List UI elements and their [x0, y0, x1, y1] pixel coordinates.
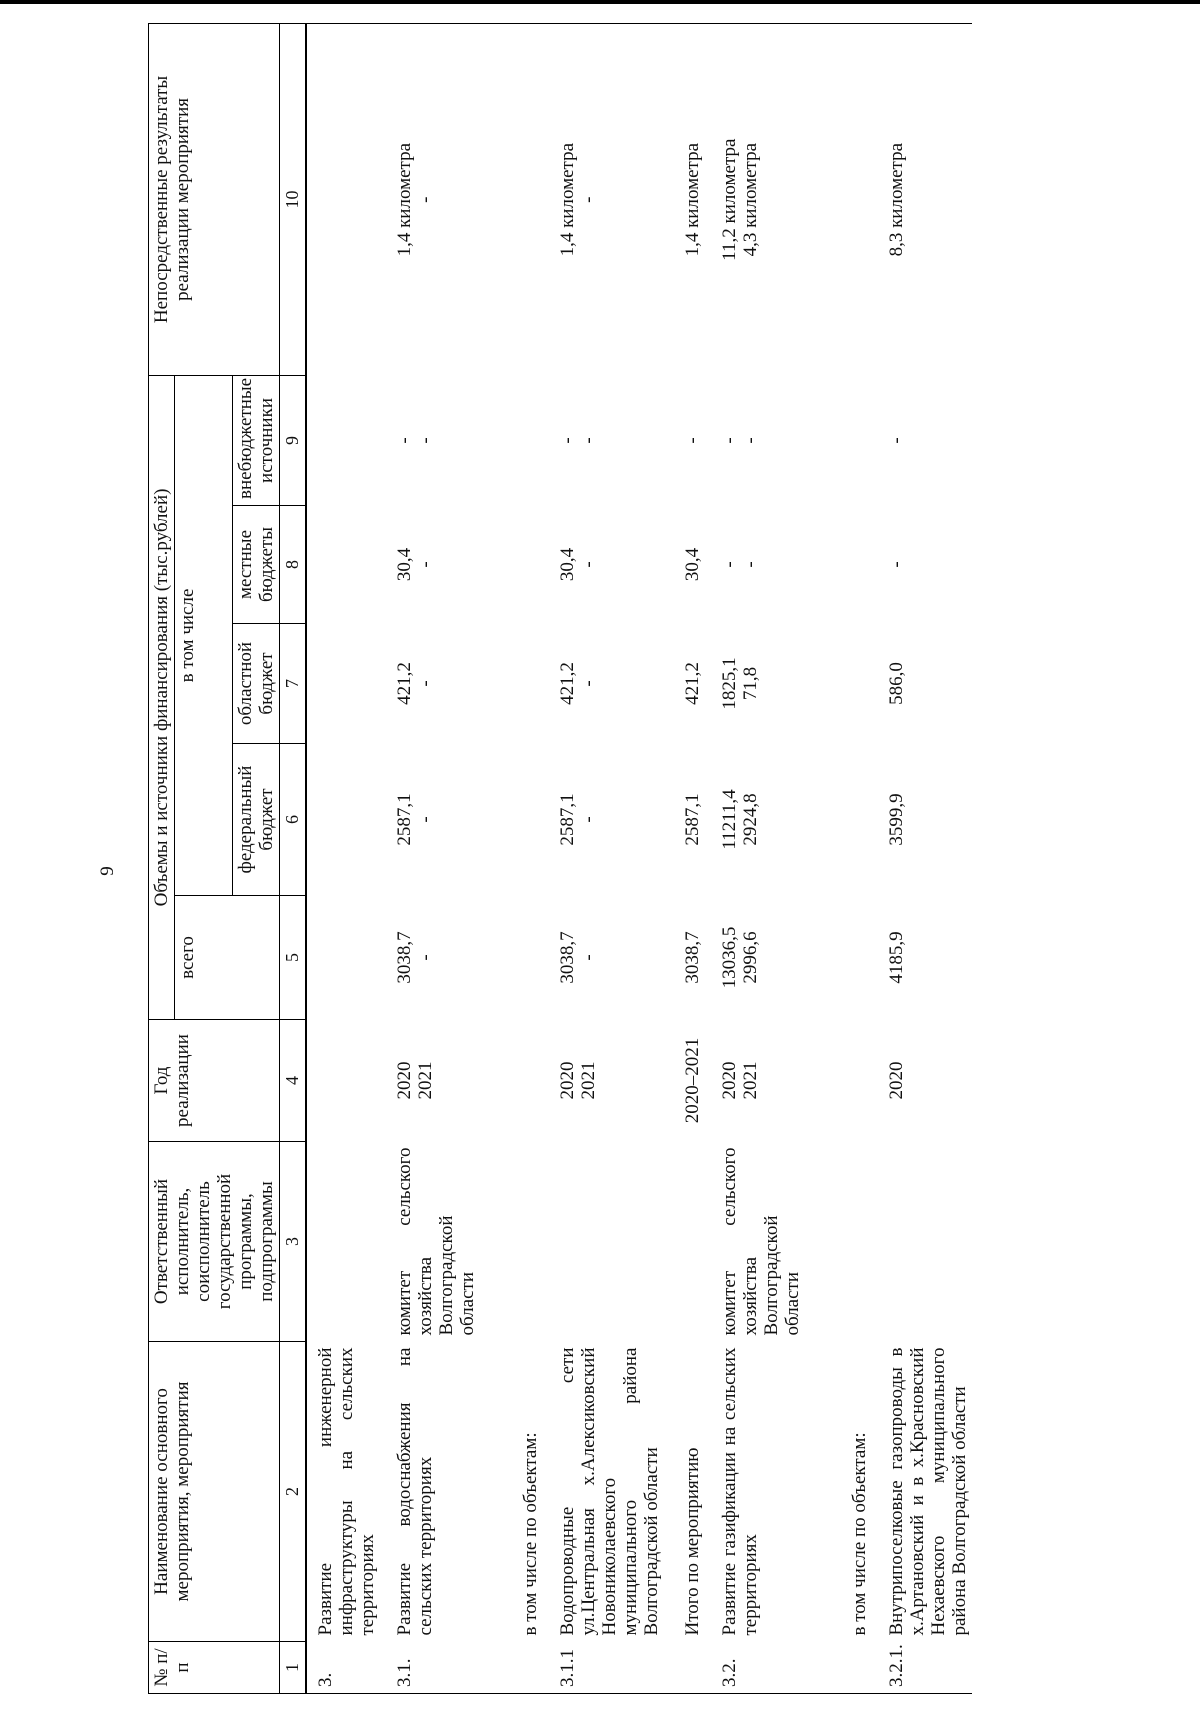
row-extra: - - — [719, 437, 761, 444]
row-years: 2020 2021 — [557, 1061, 599, 1100]
row-name: Развитие газификации на сельских территориях — [719, 1347, 761, 1636]
row-results: 1,4 километра — [664, 23, 705, 375]
row-local: - - — [719, 561, 761, 568]
row-regional: 421,2 — [682, 662, 703, 705]
row-regional: 586,0 — [886, 662, 907, 705]
row-local: 30,4 — [682, 547, 703, 582]
row-total: 4185,9 — [886, 931, 907, 984]
row-regional: 421,2 - — [394, 662, 436, 705]
header-name: Наименование основного мероприятия, мероприятия — [149, 1342, 280, 1642]
header-year: Год реализации — [149, 1020, 280, 1142]
table-row — [306, 23, 380, 1693]
col-number: 3 — [280, 1142, 307, 1342]
row-years: 2020 2021 — [394, 1061, 436, 1100]
header-results: Непосредственные результаты реализации мероприятия — [149, 23, 280, 375]
row-local: - — [886, 561, 907, 568]
table-row — [872, 23, 972, 1693]
row-num: 3.2. — [705, 1642, 805, 1694]
document-rotated-page — [148, 24, 1048, 1694]
row-regional: 421,2 - — [557, 662, 599, 705]
row-federal — [480, 744, 543, 896]
row-results: 11,2 километра 4,3 километра — [705, 23, 805, 375]
row-executor: комитет сельского хозяйства Волгоградской области — [394, 1147, 478, 1336]
row-total — [805, 896, 872, 1020]
row-total: 13036,5 2996,6 — [719, 926, 761, 989]
row-regional — [805, 624, 872, 744]
row-federal — [306, 744, 380, 896]
row-name: Развитие водоснабжения на сельских территориях — [394, 1347, 436, 1636]
row-num — [664, 1642, 705, 1694]
col-number: 1 — [280, 1642, 307, 1694]
row-total: 3038,7 — [682, 931, 703, 984]
header-regional: областной бюджет — [233, 624, 280, 744]
row-years — [306, 1020, 380, 1142]
col-number: 5 — [280, 896, 307, 1020]
row-name: Водопроводные сети ул.Центральная х.Алексиковский Новониколаевского муниципального района Волгоградской области — [557, 1347, 662, 1636]
row-extra: - — [886, 437, 907, 444]
table-body — [306, 23, 972, 1693]
header-num: № п/п — [149, 1642, 280, 1694]
row-years: 2020–2021 — [682, 1037, 703, 1124]
row-executor — [543, 1142, 664, 1342]
row-local: 30,4 - — [394, 547, 436, 582]
row-name: в том числе по объектам: — [520, 1432, 541, 1636]
row-num: 3.1.1 — [543, 1642, 664, 1694]
scan-edge — [0, 0, 1200, 4]
row-results: 1,4 километра - — [380, 23, 480, 375]
column-number-row — [280, 23, 307, 1693]
funding-table — [148, 23, 972, 1694]
row-executor — [664, 1142, 705, 1342]
row-num — [805, 1642, 872, 1694]
col-number: 6 — [280, 744, 307, 896]
row-results — [480, 23, 543, 375]
table-row — [705, 23, 805, 1693]
col-number: 4 — [280, 1020, 307, 1142]
col-number: 2 — [280, 1342, 307, 1642]
table-row — [664, 23, 705, 1693]
row-executor — [872, 1142, 972, 1342]
row-federal: 2587,1 - — [557, 793, 599, 846]
row-name: в том числе по объектам: — [849, 1432, 870, 1636]
row-extra: - — [682, 437, 703, 444]
row-years: 2020 — [886, 1061, 907, 1100]
row-executor — [480, 1142, 543, 1342]
row-executor: комитет сельского хозяйства Волгоградской области — [719, 1147, 803, 1336]
row-federal: 11211,4 2924,8 — [719, 789, 761, 850]
row-regional: 1825,1 71,8 — [719, 657, 761, 710]
header-federal: федеральный бюджет — [233, 744, 280, 896]
row-total — [480, 896, 543, 1020]
page-number: 9 — [97, 866, 118, 876]
row-total: 3038,7 - — [557, 931, 599, 984]
row-federal: 2587,1 - — [394, 793, 436, 846]
row-federal — [805, 744, 872, 896]
row-local — [805, 506, 872, 624]
row-years: 2020 2021 — [719, 1061, 761, 1100]
row-years — [805, 1020, 872, 1142]
row-extra — [805, 375, 872, 505]
row-years — [480, 1020, 543, 1142]
table-row — [543, 23, 664, 1693]
col-number: 10 — [280, 23, 307, 375]
table-row — [805, 23, 872, 1693]
header-total: всего — [175, 896, 280, 1020]
table-row — [480, 23, 543, 1693]
row-results: 1,4 километра - — [543, 23, 664, 375]
row-federal: 2587,1 — [682, 793, 703, 846]
col-number: 7 — [280, 624, 307, 744]
header-funding: Объемы и источники финансирования (тыс.рублей) — [149, 375, 175, 1019]
row-local — [306, 506, 380, 624]
row-num — [480, 1642, 543, 1694]
header-row-1 — [149, 23, 175, 1693]
row-extra: - - — [557, 437, 599, 444]
row-name: Итого по мероприятию — [682, 1447, 703, 1636]
row-executor — [805, 1142, 872, 1342]
row-local — [480, 506, 543, 624]
row-num: 3. — [306, 1642, 380, 1694]
row-executor — [306, 1142, 380, 1342]
row-total — [306, 896, 380, 1020]
row-results: 8,3 километра — [872, 23, 972, 375]
row-extra — [306, 375, 380, 505]
row-results — [306, 23, 380, 375]
row-name: Внутрипоселковые газопроводы в х.Артановский и в х.Красновский Нехаевского муниципального района Волгоградской области — [886, 1347, 970, 1636]
row-extra — [480, 375, 543, 505]
row-federal: 3599,9 — [886, 793, 907, 846]
table-row — [380, 23, 480, 1693]
col-number: 9 — [280, 375, 307, 505]
row-num: 3.2.1. — [872, 1642, 972, 1694]
row-extra: - - — [394, 437, 436, 444]
row-num: 3.1. — [380, 1642, 480, 1694]
header-executor: Ответственный исполнитель, соисполнитель государственной программы, подпрограммы — [149, 1142, 280, 1342]
row-local: 30,4 - — [557, 547, 599, 582]
row-regional — [306, 624, 380, 744]
row-name: Развитие инженерной инфраструктуры на сельских территориях — [315, 1347, 378, 1636]
header-incl: в том числе — [175, 375, 233, 895]
col-number: 8 — [280, 506, 307, 624]
header-local: местные бюджеты — [233, 506, 280, 624]
row-results — [805, 23, 872, 375]
row-regional — [480, 624, 543, 744]
header-extra: внебюджетные источники — [233, 375, 280, 505]
row-total: 3038,7 - — [394, 931, 436, 984]
